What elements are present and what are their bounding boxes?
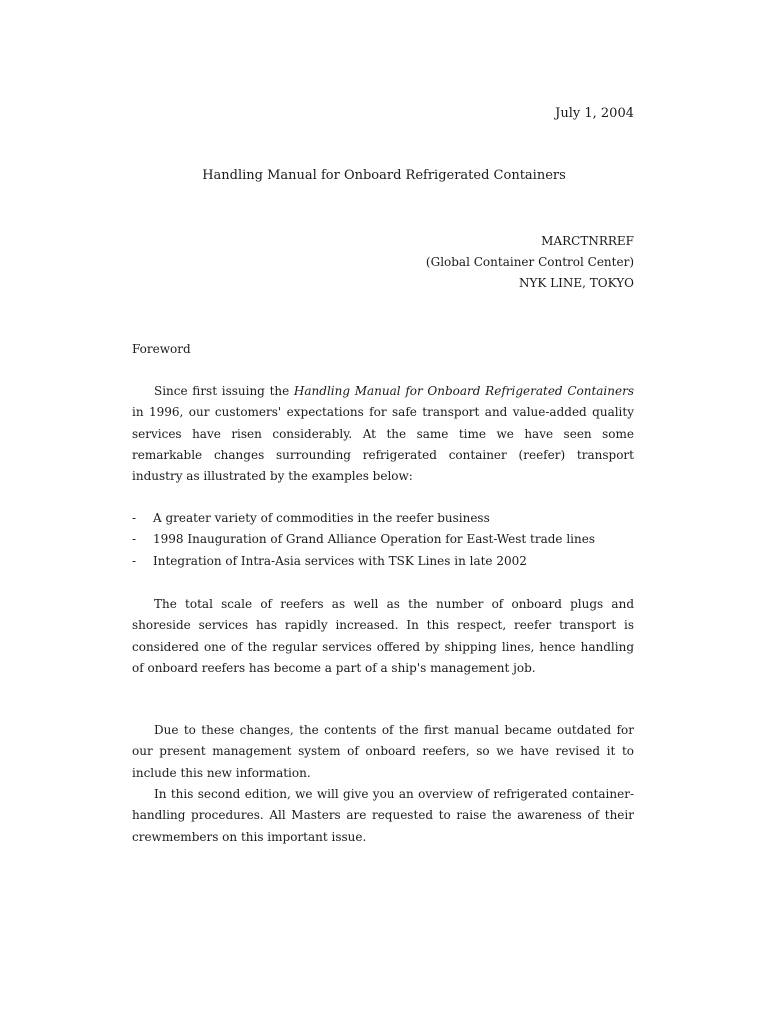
manual-title-italic: Handling Manual for Onboard Refrigerated Containers <box>293 384 634 398</box>
section-heading: Foreword <box>132 342 191 356</box>
document-date: July 1, 2004 <box>555 106 634 121</box>
bullet-dash: - <box>132 511 137 525</box>
list-item <box>132 551 634 572</box>
bullet-dash: - <box>132 553 137 568</box>
bullet-dash: - <box>132 532 137 547</box>
paragraph-scale: The total scale of reefers as well as the number of onboard plugs and shoreside services has rapidly increased. In this respect, reefer transport is considered one of the regular services offered by shipping lines, hence handling of onboard reefers has become a part of a ship's management job. <box>132 597 634 675</box>
document-title: Handling Manual for Onboard Refrigerated Containers <box>202 168 566 183</box>
list-item-text: A greater variety of commodities in the reefer business <box>153 511 490 525</box>
paragraph-intro-rest: in 1996, our customers' expectations for safe transport and value-added quality services have risen considerably. At the same time we have seen some remarkable changes surrounding refrigerated container (reefer) transport industry as illustrated by the examples below: <box>132 405 634 484</box>
list-item-text: Integration of Intra-Asia services with TSK Lines in late 2002 <box>153 553 527 568</box>
org-center: (Global Container Control Center) <box>425 255 634 269</box>
paragraph-second-edition: In this second edition, we will give you an overview of refrigerated container-handling procedures. All Masters are requested to raise the awareness of their crewmembers on this important issue. <box>132 787 634 844</box>
paragraph-changes: Due to these changes, the contents of the first manual became outdated for our present management system of onboard reefers, so we have revised it to include this new information. <box>132 723 634 780</box>
paragraph-intro-start: Since first issuing the <box>154 384 294 398</box>
bullet-list <box>132 508 634 572</box>
list-item <box>132 508 634 529</box>
list-item <box>132 529 634 550</box>
paragraph-intro <box>132 381 634 487</box>
list-item-text: 1998 Inauguration of Grand Alliance Operation for East-West trade lines <box>153 532 595 547</box>
org-company: NYK LINE, TOKYO <box>518 276 634 290</box>
org-code: MARCTNRREF <box>541 234 634 248</box>
